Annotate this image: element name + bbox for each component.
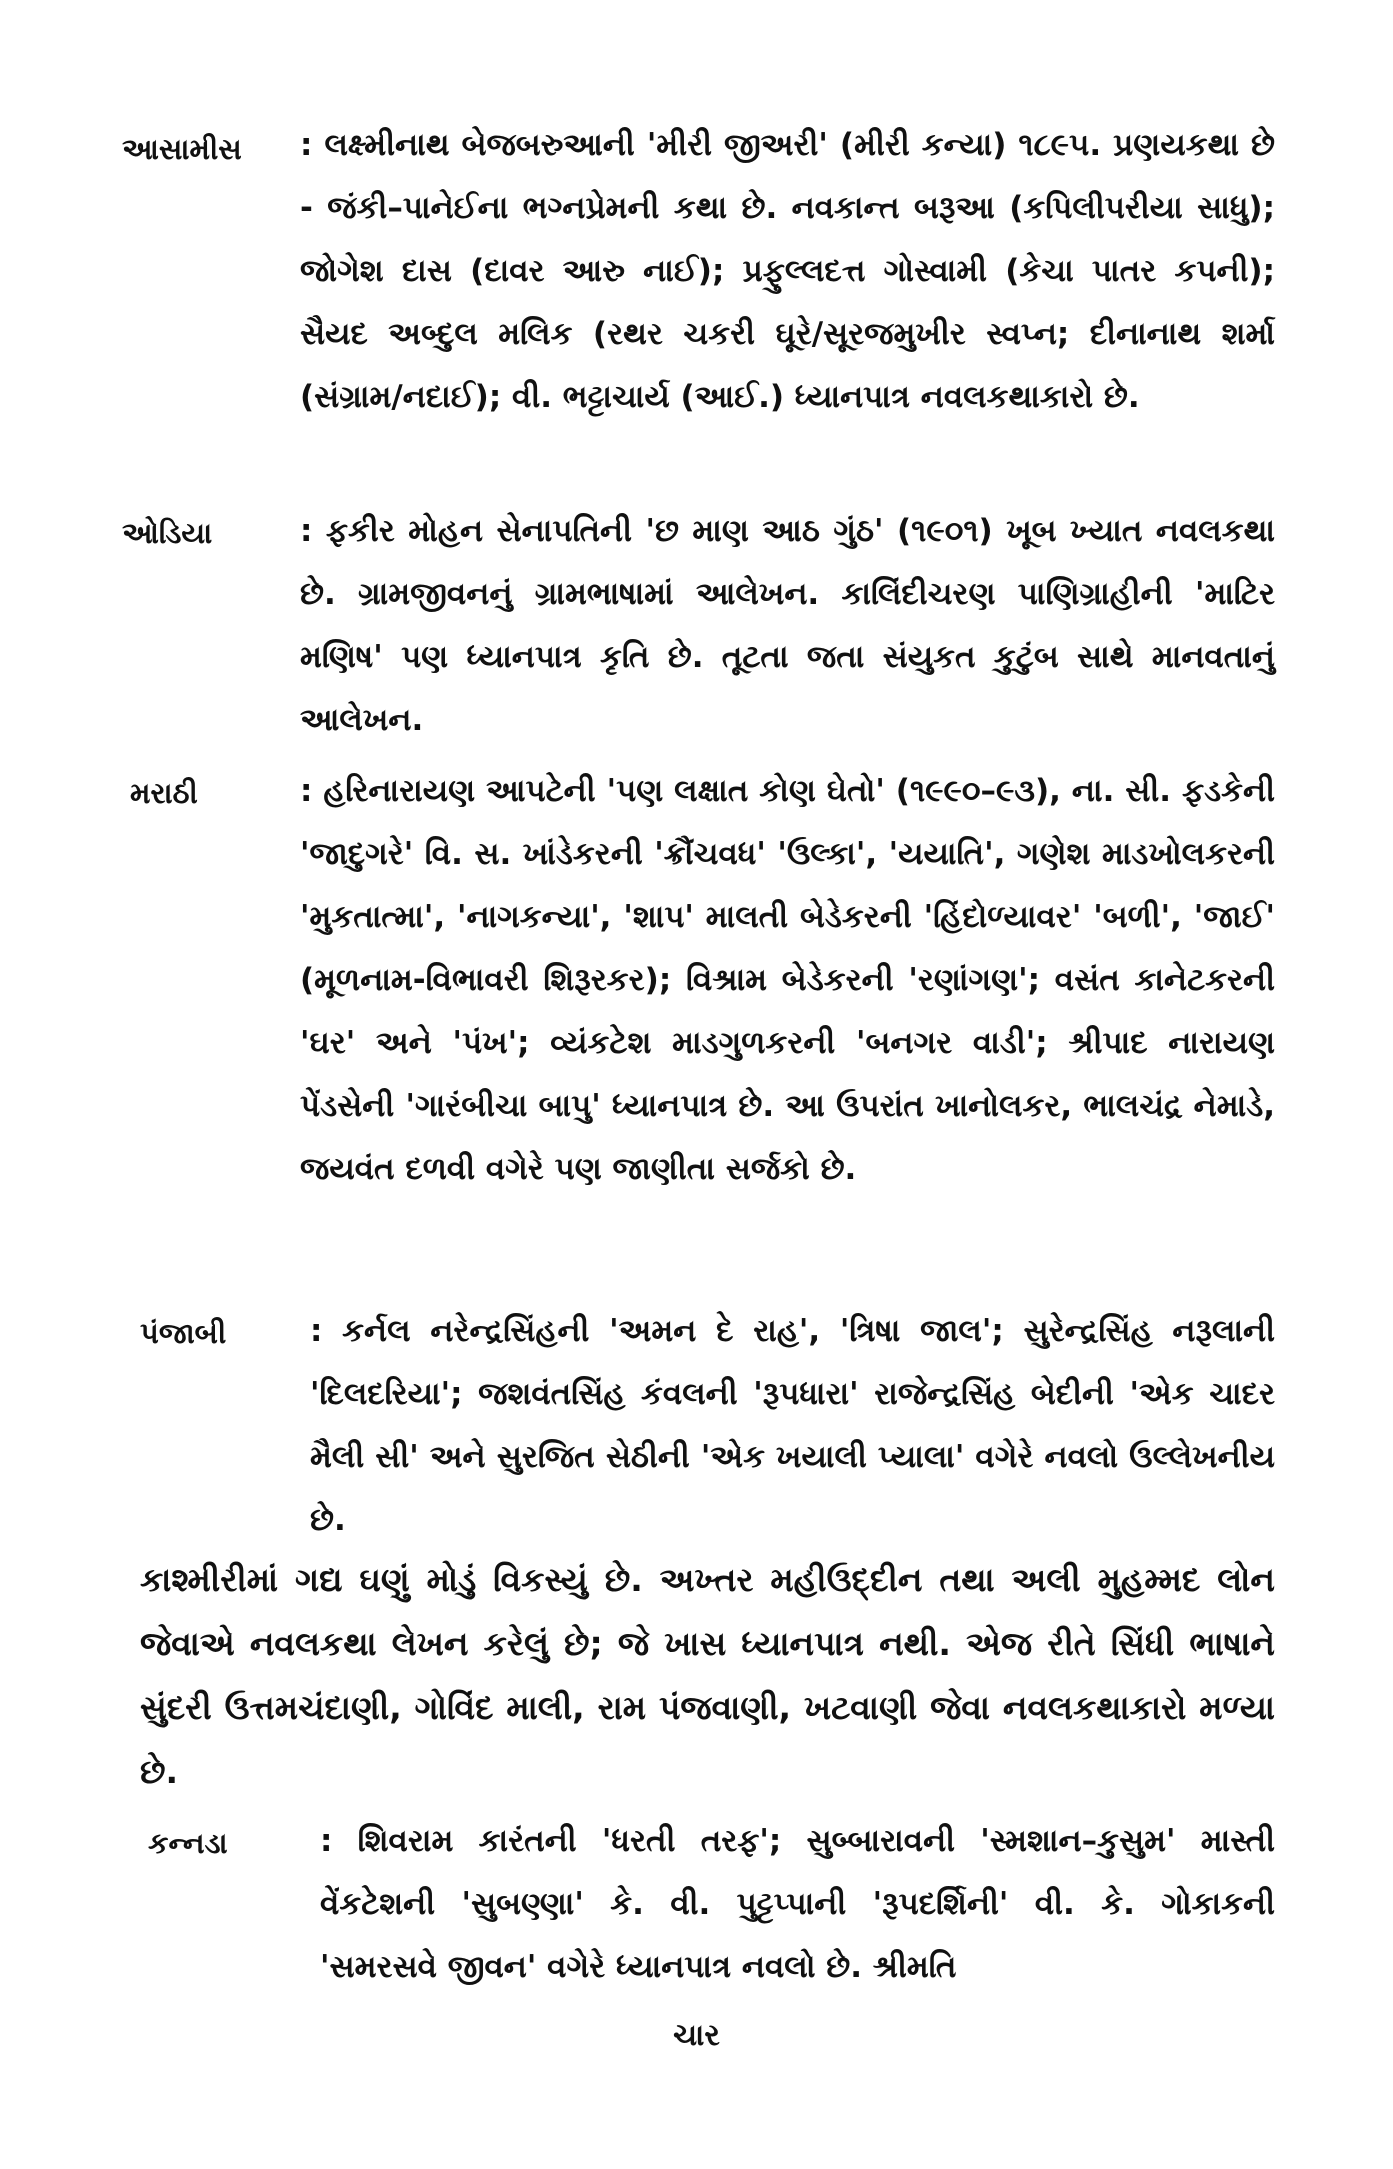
kashmiri-sindhi-paragraph: કાશ્મીરીમાં ગદ્ય ઘણું મોડું વિકસ્યું છે. અખ્તર મહીઉદ્દીન તથા અલી મુહમ્મદ લોન જેવાએ નવલકથા લેખન કરેલું છે; જે ખાસ ધ્યાનપાત્ર નથી. એજ રીતે સિંધી ભાષાને સુંદરી ઉત્તમચંદાણી, ગોવિંદ માલી, રામ પંજવાણી, ખટવાણી જેવા નવલકથાકારો મળ્યા છે.: [140, 1560, 1275, 1791]
page-number: ચાર: [673, 2018, 720, 2053]
language-label: આસામીસ: [122, 132, 242, 166]
entry-text: : શિવરામ કારંતની 'ધરતી તરફ'; સુબ્બારાવની 'સ્મશાન–કુસુમ' માસ્તી વેંકટેશની 'સુબણ્ણા' કે. વી. પુટ્ટપ્પાની 'રૂપદર્શિની' વી. કે. ગોકાકની 'સમરસવે જીવન' વગેરે ધ્યાનપાત્ર નવલો છે. શ્રીમતિ: [320, 1823, 1275, 1985]
entry-text: : ફકીર મોહન સેનાપતિની 'છ માણ આઠ ગુંઠ' (૧૯૦૧) ખૂબ ખ્યાત નવલકથા છે. ગ્રામજીવનનું ગ્રામભાષામાં આલેખન. કાલિંદીચરણ પાણિગ્રાહીની 'માટિર મણિષ' પણ ધ્યાનપાત્ર કૃતિ છે. તૂટતા જતા સંયુકત કુટુંબ સાથે માનવતાનું આલેખન.: [300, 513, 1275, 738]
entry-text: : હરિનારાયણ આપટેની 'પણ લક્ષાત કોણ ઘેતો' (૧૯૯૦–૯૩), ના. સી. ફડકેની 'જાદુગરે' વિ. સ. ખાંડેકરની 'ક્રૌંચવધ' 'ઉલ્કા', 'યયાતિ', ગણેશ માડખોલકરની 'મુકતાત્મા', 'નાગકન્યા', 'શાપ' માલતી બેડેકરની 'હિંદોળ્યાવર' 'બળી', 'જાઈ' (મૂળનામ-વિભાવરી શિરૂરકર); વિશ્રામ બેડેકરની 'રણાંગણ'; વસંત કાનેટકરની 'ઘર' અને 'પંખ'; વ્યંકટેશ માડગુળકરની 'બનગર વાડી'; શ્રીપાદ નારાયણ પેંડસેની 'ગારંબીચા બાપુ' ધ્યાનપાત્ર છે. આ ઉપરાંત ખાનોલકર, ભાલચંદ્ર નેમાડે, જયવંત દળવી વગેરે પણ જાણીતા સર્જકો છે.: [300, 773, 1275, 1187]
language-label: ઓડિયા: [122, 516, 213, 550]
language-label: પંજાબી: [140, 1316, 227, 1350]
entry-text: : કર્નલ નરેન્દ્રસિંહની 'અમન દે રાહ', 'ત્રિષા જાલ'; સુરેન્દ્રસિંહ નરૂલાની 'દિલદરિયા'; જશવંતસિંહ કંવલની 'રૂપધારા' રાજેન્દ્રસિંહ બેદીની 'એક ચાદર મૈલી સી' અને સુરજિત સેઠીની 'એક ખયાલી પ્યાલા' વગેરે નવલો ઉલ્લેખનીય છે.: [310, 1313, 1275, 1538]
entry-text: : લક્ષ્મીનાથ બેજબરુઆની 'મીરી જીઅરી' (મીરી કન્યા) ૧૮૯૫. પ્રણયકથા છે - જંકી–પાનેઈના ભગ્નપ્રેમની કથા છે. નવકાન્ત બરૂઆ (કપિલીપરીયા સાધુ); જોગેશ દાસ (દાવર આરુ નાઈ); પ્રફુલ્લદત્ત ગોસ્વામી (કેચા પાતર કપની); સૈયદ અબ્દુલ મલિક (રથર ચકરી ઘૂરે/સૂરજમુખીર સ્વપ્ન; દીનાનાથ શર્મા (સંગ્રામ/નદાઈ); વી. ભટ્ટાચાર્ય (આઈ.) ધ્યાનપાત્ર નવલકથાકારો છે.: [300, 127, 1275, 415]
language-label: મરાઠી: [130, 776, 198, 810]
language-label: કન્નડા: [148, 1826, 228, 1860]
